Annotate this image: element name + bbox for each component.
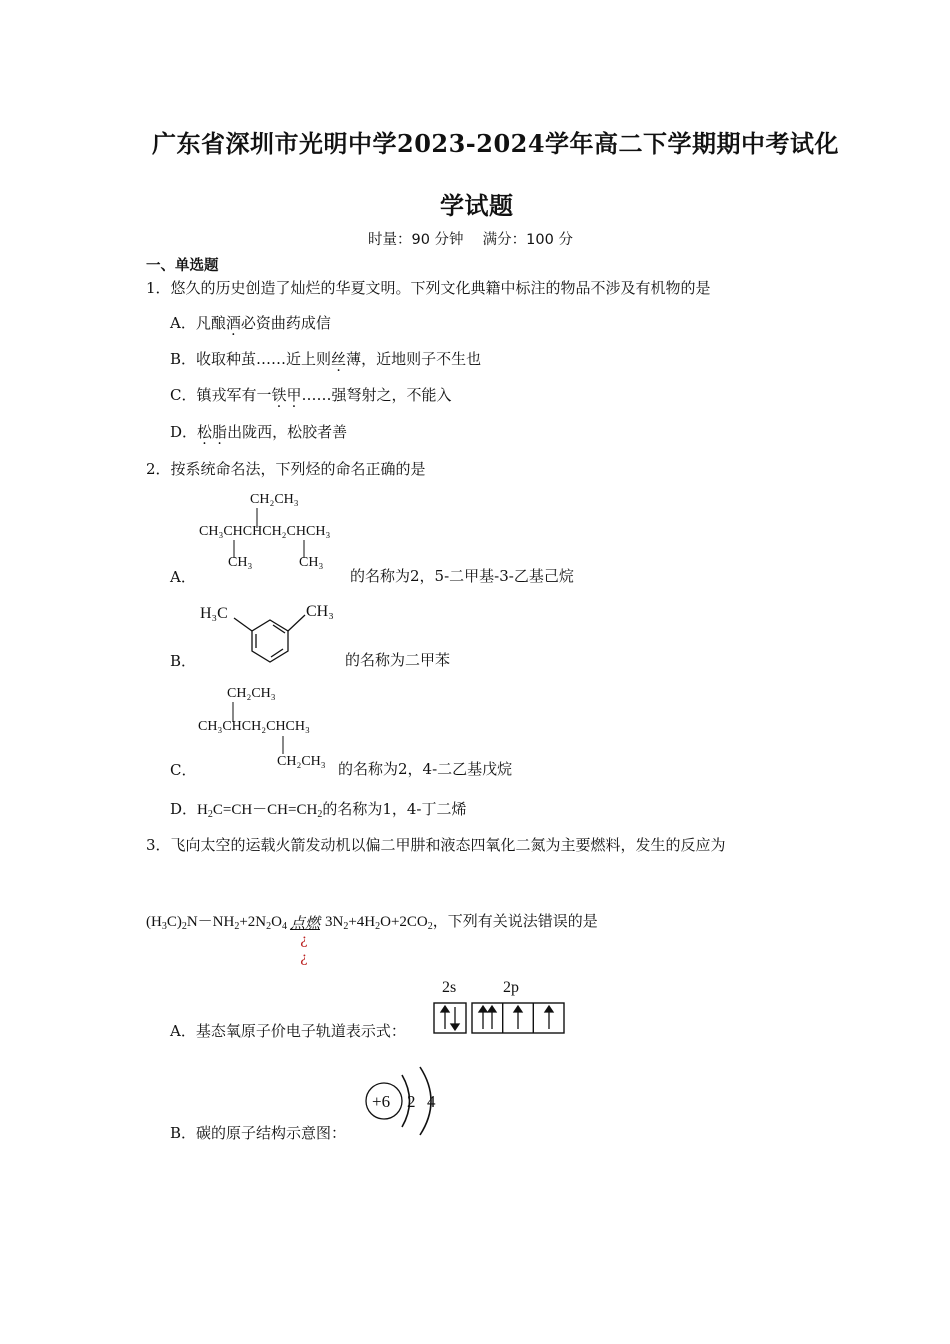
q2c-bond-bottom [282,736,284,754]
q1-option-b: B．收取种茧……近上则丝薄，近地则子不生也 [170,350,482,368]
page-title-line2: 学试题 [440,191,514,220]
q2c-substituent-top: CH₂CH₃ [227,686,276,701]
exam-info: 时量：90 分钟 满分：100 分 [368,232,573,248]
orbital-diagram [432,1001,572,1037]
q2a-label: A． [170,568,196,586]
q3-equation: $(H_3C)_2N-NH_2+2N_2O_4$ 点燃 ¿ ¿ $3N_2+4H_2O+2CO_2$，下列有关说法错误的是 [146,912,598,966]
q2a-substituent-bottom2: CH₃ [299,555,324,570]
orbital-label-2p: 2p [503,979,519,996]
q2a-name: 的名称为2，5-二甲基-3-乙基己烷 [350,567,574,585]
q1-option-c: C．镇戎军有一铁甲……强弩射之，不能入 [170,386,452,404]
q2c-substituent-bottom: CH₂CH₃ [277,754,326,769]
q2a-main-chain: CH₃CHCHCH₂CHCH₃ [199,524,331,539]
q2-stem: 2．按系统命名法，下列烃的命名正确的是 [146,460,426,478]
emphasis-mark: 甲 [286,386,302,404]
q1-option-d: D．松脂出陇西，松胶者善 [170,423,348,441]
shell1-electrons: 2 [407,1092,416,1111]
q2-option-d: D．$H_2C=CH-CH=CH_2$的名称为1，4-丁二烯 [170,800,467,820]
q2a-substituent-top: CH₂CH₃ [250,492,299,507]
emphasis-mark: 铁 [271,386,287,404]
q1-stem: 1．悠久的历史创造了灿烂的华夏文明。下列文化典籍中标注的物品不涉及有机物的是 [146,279,711,297]
nucleus-charge: +6 [372,1092,391,1111]
q2c-main-chain: CH₃CHCH₂CHCH₃ [198,719,310,734]
q2b-methyl-right: CH₃ [306,603,334,620]
q3a-label: A．基态氧原子价电子轨道表示式： [170,1022,406,1040]
q3b-label: B．碳的原子结构示意图： [170,1124,347,1142]
render-glitch-1: ¿ [299,932,308,948]
q2a-substituent-bottom1: CH₃ [228,555,253,570]
emphasis-mark: 松 [197,423,213,441]
q2c-label: C． [170,761,197,779]
render-glitch-2: ¿ [299,950,308,966]
q2b-label: B． [170,652,197,670]
section-heading: 一、单选题 [146,258,219,274]
q2b-methyl-left: H₃C [200,605,228,622]
q1-option-a: A．凡酿酒必资曲药成信 [170,314,331,332]
q2c-name: 的名称为2，4-二乙基戊烷 [338,760,513,778]
shell2-electrons: 4 [427,1092,436,1111]
emphasis-mark: 脂 [212,423,228,441]
q2b-benzene-ring [228,605,328,665]
page-title-line1: 广东省深圳市光明中学2023-2024学年高二下学期期中考试化 [152,129,840,158]
emphasis-mark: 丝 [331,350,347,368]
reaction-condition: 点燃 [289,914,320,932]
q3-stem: 3．飞向太空的运载火箭发动机以偏二甲肼和液态四氧化二氮为主要燃料，发生的反应为 [146,836,726,854]
q2b-name: 的名称为二甲苯 [345,651,451,669]
orbital-label-2s: 2s [442,979,457,996]
emphasis-mark: 酒 [225,314,241,332]
